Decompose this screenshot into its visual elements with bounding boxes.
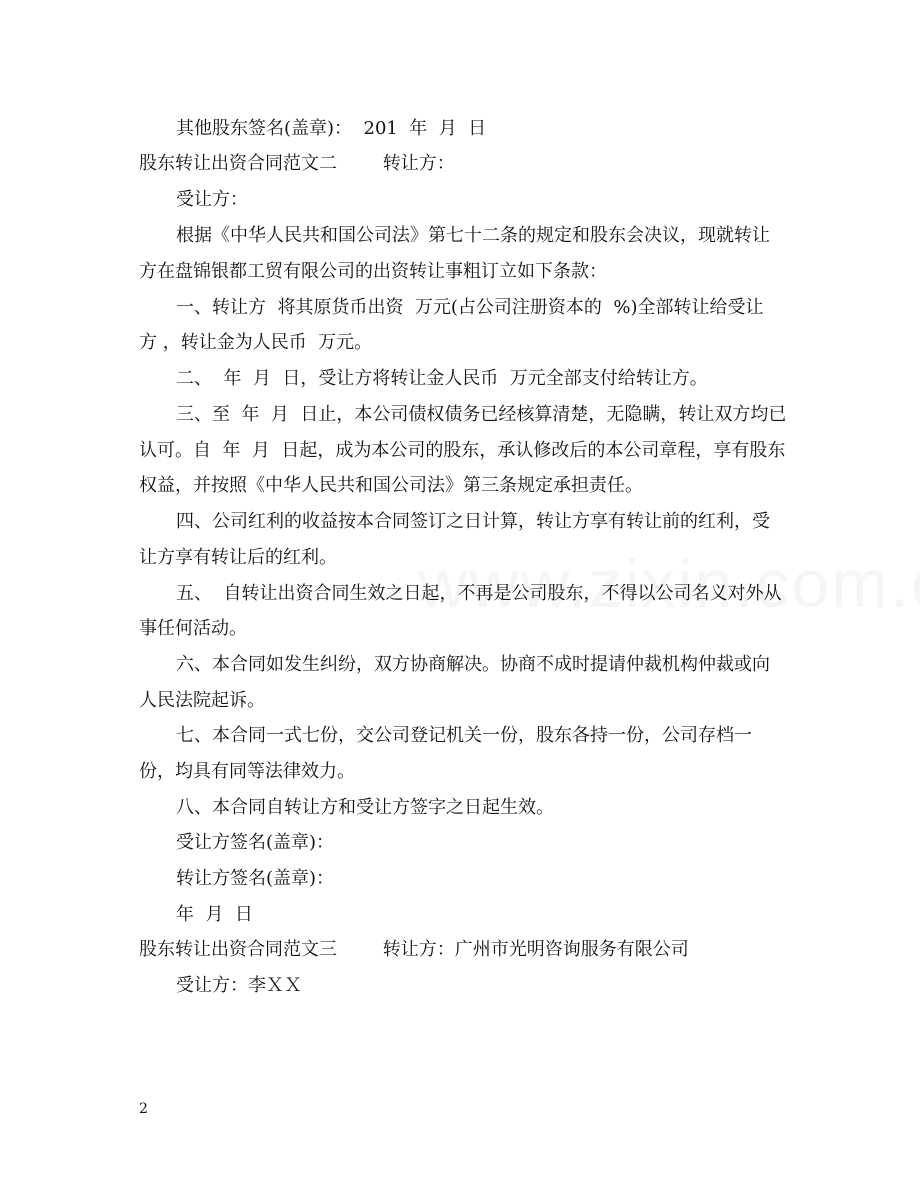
paragraph-intro-line1: 根据《中华人民共和国公司法》第七十二条的规定和股东会决议，现就转让 — [176, 225, 770, 246]
clause-3-line2: 认可。自 年 月 日起，成为本公司的股东，承认修改后的本公司章程，享有股东 — [139, 440, 786, 461]
clause-5-line2: 事任何活动。 — [139, 618, 247, 639]
transferor-signature-line: 转让方签名(盖章)： — [176, 868, 335, 889]
clause-5-line1: 五、 自转让出资合同生效之日起，不再是公司股东，不得以公司名义对外从 — [176, 583, 782, 604]
clause-7-line2: 份，均具有同等法律效力。 — [139, 761, 355, 782]
date-line: 年 月 日 — [176, 904, 253, 925]
clause-1-line1: 一、转让方 将其原货币出资 万元(占公司注册资本的 %)全部转让给受让 — [176, 297, 764, 318]
page-number: 2 — [139, 1101, 148, 1117]
clause-1-line2: 方 ，转让金为人民币 万元。 — [139, 332, 373, 353]
transferee-signature-line: 受让方签名(盖章)： — [176, 832, 335, 853]
clause-8: 八、本合同自转让方和受让方签字之日起生效。 — [176, 797, 554, 818]
section-heading-template-two: 股东转让出资合同范文二 转让方： — [139, 153, 455, 174]
clause-7-line1: 七、本合同一式七份，交公司登记机关一份，股东各持一份，公司存档一 — [176, 725, 752, 746]
transferee-line: 受让方： — [176, 189, 248, 210]
paragraph-intro-line2: 方在盘锦银都工贸有限公司的出资转让事粗订立如下条款： — [139, 261, 607, 282]
clause-6-line2: 人民法院起诉。 — [139, 690, 265, 711]
transferee-name-line: 受让方：李ＸＸ — [176, 975, 302, 996]
clause-6-line1: 六、本合同如发生纠纷，双方协商解决。协商不成时提请仲裁机构仲裁或向 — [176, 654, 770, 675]
section-heading-template-three: 股东转让出资合同范文三 转让方：广州市光明咨询服务有限公司 — [139, 939, 689, 960]
clause-3-line1: 三、至 年 月 日止，本公司债权债务已经核算清楚，无隐瞒，转让双方均已 — [176, 404, 787, 425]
clause-3-line3: 权益，并按照《中华人民共和国公司法》第三条规定承担责任。 — [139, 475, 643, 496]
clause-4-line2: 让方享有转让后的红利。 — [139, 547, 337, 568]
signature-line-other-shareholders: 其他股东签名(盖章)： 201 年 月 日 — [176, 118, 487, 139]
clause-4-line1: 四、公司红利的收益按本合同签订之日计算，转让方享有转让前的红利，受 — [176, 511, 770, 532]
clause-2: 二、 年 月 日，受让方将转让金人民币 万元全部支付给转让方。 — [176, 368, 708, 389]
